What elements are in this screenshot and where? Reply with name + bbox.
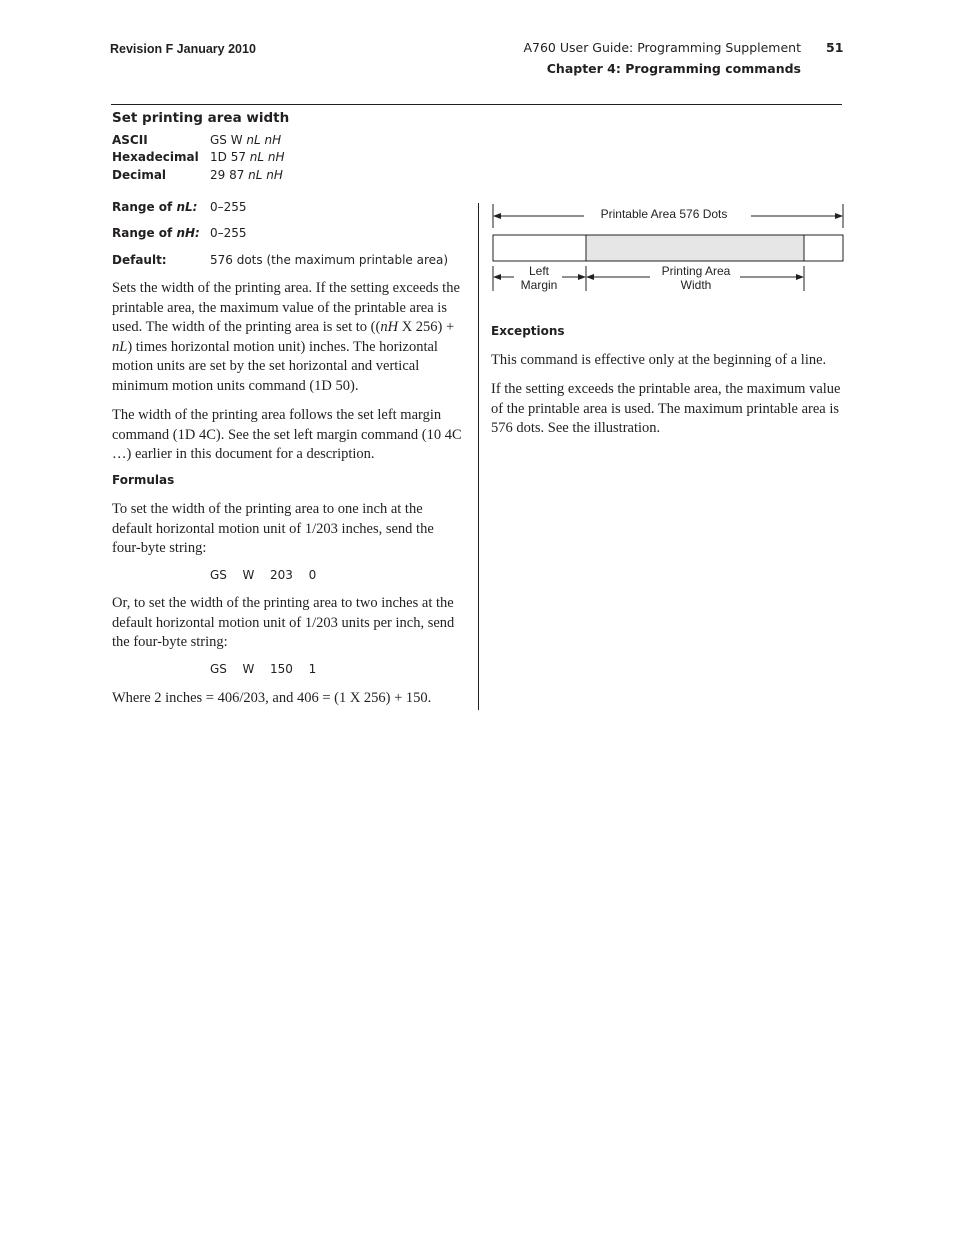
default-value: 576 dots (the maximum printable area) [210, 253, 449, 267]
revision-label: Revision F January 2010 [110, 42, 256, 56]
code-label-ascii: ASCII [112, 133, 148, 147]
description-text: X 256) + [398, 319, 455, 336]
left-margin-label-line1: Left [528, 264, 550, 278]
formula2-code: GS W 150 1 [210, 662, 317, 676]
range-nh-value: 0–255 [210, 226, 247, 240]
description-text: Sets the width of the printing area. If the setting exceeds the printable area, the maximum value of the printable area is used. The width of the printing area is set to (( [112, 280, 460, 336]
guide-title: A760 User Guide: Programming Supplement [523, 40, 801, 55]
code-value-hex [210, 150, 285, 164]
printable-area-diagram [490, 200, 850, 300]
code-value-decimal [210, 168, 283, 182]
header-divider [111, 104, 842, 105]
code-params: nL nH [246, 133, 282, 147]
code-prefix: GS W [210, 133, 247, 147]
formula1-paragraph: To set the width of the printing area to one inch at the default horizontal motion unit of 1/203 inches, send the four-byte string: [112, 501, 434, 557]
printing-area-label-line2: Width [680, 278, 712, 292]
description-text: ) times horizontal motion unit) inches. The horizontal motion units are set by the set horizontal and vertical minimum motion units command (1D 50). [112, 338, 438, 394]
formula2-paragraph: Or, to set the width of the printing area to two inches at the default horizontal motion unit of 1/203 units per inch, send the four-byte string: [112, 595, 455, 651]
param-nh: nH [380, 319, 399, 336]
range-nl-value: 0–255 [210, 200, 247, 214]
formula1-code: GS W 203 0 [210, 568, 317, 582]
range-label-param: nH: [176, 226, 200, 240]
printing-area-shaded [586, 235, 804, 261]
code-label-hex: Hexadecimal [112, 150, 199, 164]
range-nl-label [112, 200, 197, 214]
code-value-ascii [210, 133, 281, 147]
column-divider [478, 203, 479, 710]
param-nl: nL [112, 338, 128, 355]
section-title: Set printing area width [112, 110, 290, 126]
code-prefix: 1D 57 [210, 150, 250, 164]
code-prefix: 29 87 [210, 168, 249, 182]
printable-area-label: Printable Area 576 Dots [600, 207, 728, 221]
page-number: 51 [826, 40, 844, 55]
formulas-heading: Formulas [112, 473, 175, 487]
range-nh-label [112, 226, 200, 240]
margin-paragraph: The width of the printing area follows the set left margin command (1D 4C). See the set left margin command (10 4C …) earlier in this document for a description. [112, 407, 462, 463]
range-label-param: nL: [176, 200, 198, 214]
printing-area-label-line1: Printing Area [661, 264, 731, 278]
default-label: Default: [112, 253, 167, 267]
code-label-decimal: Decimal [112, 168, 167, 182]
exceptions-paragraph-1: This command is effective only at the beginning of a line. [491, 352, 827, 368]
left-margin-label-line2: Margin [520, 278, 558, 292]
description-paragraph [112, 279, 464, 397]
range-label-prefix: Range of [112, 200, 177, 214]
range-label-prefix: Range of [112, 226, 177, 240]
code-params: nL nH [249, 150, 285, 164]
formula-note: Where 2 inches = 406/203, and 406 = (1 X 256) + 150. [112, 690, 432, 706]
code-params: nL nH [248, 168, 283, 182]
chapter-title: Chapter 4: Programming commands [546, 61, 801, 76]
exceptions-heading: Exceptions [491, 324, 565, 338]
exceptions-paragraph-2: If the setting exceeds the printable area, the maximum value of the printable area is used. The maximum printable area is 576 dots. See the illustration. [491, 381, 841, 437]
